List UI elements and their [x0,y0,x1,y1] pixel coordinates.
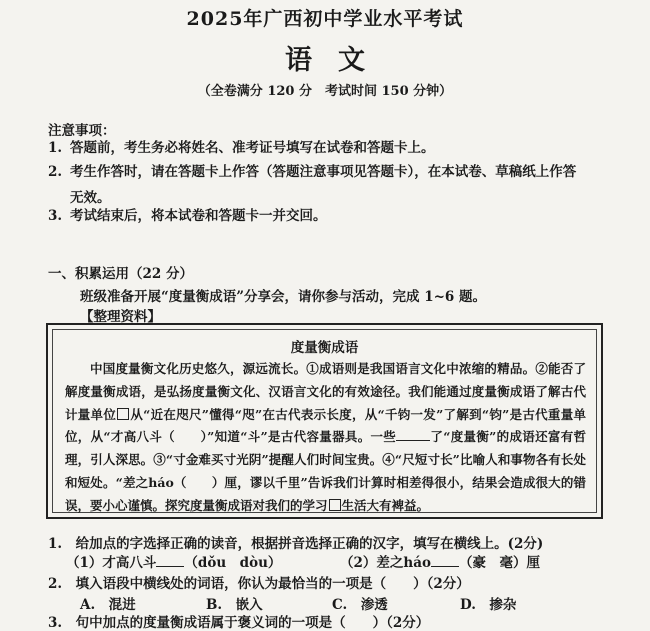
note-number: 2. [48,164,63,180]
note-number: 3. [48,208,63,224]
note-item [48,161,576,183]
option-a: A. 混进 [80,597,136,613]
note-text: 答题前，考生务必将姓名、准考证号填写在试卷和答题卡上。 [70,140,435,156]
note-text: 考试结束后，将本试卷和答题卡一并交回。 [70,208,327,224]
passage-part: 生活大有裨益。 [341,497,430,513]
passage-title: 度量衡成语 [290,340,359,356]
passage-part: 了“度量衡”的成语还富有哲理，引人深思。③“寸金难买寸光阴”提醒人们时间宝贵。④“尺短寸长”比喻人和事物各有长处和短处。“差之háo（ ）厘，谬以千里”告诉我们计算时相差得很小，结果会造成很大的错误，要小心谨慎。探究度量衡成语对我们的学习 [65,429,586,513]
note-continuation: 无效。 [70,190,111,206]
passage-part: 从“近在咫尺”懂得“咫”在古代表示长度，从“千钧一发”了解到“钧”是古代重量单位，从“才高八斗（ ）”知道“斗”是古代容量器具。一些 [65,406,586,445]
reading-passage-box [46,323,603,519]
question-1-part-2 [340,551,540,571]
passage-text [65,358,586,518]
answer-blank [431,554,459,567]
question-1: 1. 给加点的字选择正确的读音，根据拼音选择正确的汉字，填写在横线上。(2分) [48,536,544,552]
exam-title: 2025年广西初中学业水平考试 [186,8,464,30]
option-d: D. 掺杂 [460,597,517,613]
fill-blank-line [396,428,430,441]
square-blank-icon [117,408,129,420]
note-item [48,137,435,159]
exam-info: （全卷满分 120 分 考试时间 150 分钟） [197,84,453,99]
q1-b-prefix: （2）差之háo [340,555,431,571]
materials-label: 【整理资料】 [80,309,161,325]
option-b: B. 嵌入 [206,597,263,613]
q1-b-options: （豪 毫）厘 [458,555,540,571]
passage-part: 中国度量衡文化历史悠久，源远流长。①成语则是我国语言文化中浓缩的精品。②能否了解度量衡成语，是弘扬度量衡文化、汉语言文化的有效途径。我们能通过度量衡成语了解古代计量单位 [65,361,586,422]
question-3: 3. 句中加点的度量衡成语属于褒义词的一项是（ ）（2分） [48,615,430,631]
option-c: C. 渗透 [332,597,388,613]
note-item [48,205,327,227]
passage-inner-frame [52,329,597,513]
q1-a-options: （dǒu dòu） [184,555,282,571]
note-text: 考生作答时，请在答题卡上作答（答题注意事项见答题卡），在本试卷、草稿纸上作答 [70,164,577,180]
square-blank-icon [329,499,341,511]
question-2: 2. 填入语段中横线处的词语，你认为最恰当的一项是（ ）（2分） [48,576,470,592]
q1-a-prefix: （1）才高八斗 [66,555,157,571]
section-intro: 班级准备开展“度量衡成语”分享会，请你参与活动，完成 1~6 题。 [80,289,487,305]
subject-title: 语文 [285,45,391,76]
answer-blank [156,554,184,567]
section-title: 一、积累运用（22 分） [48,266,193,282]
question-1-part-1 [66,551,281,571]
notes-title: 注意事项： [48,123,116,139]
note-number: 1. [48,140,63,156]
